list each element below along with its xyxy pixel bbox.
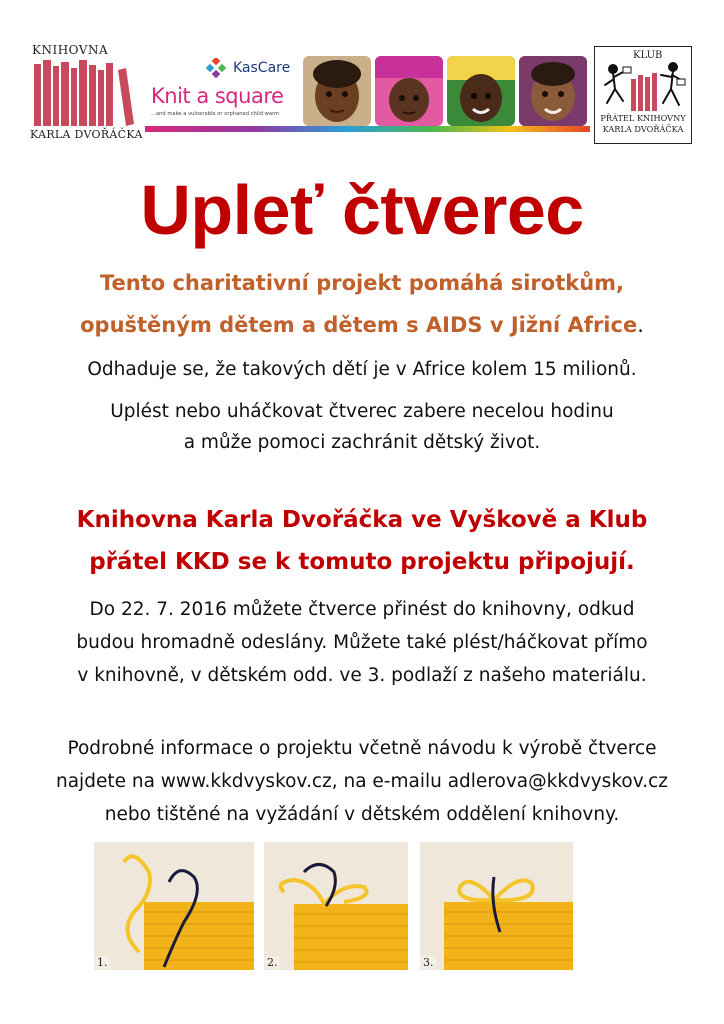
children-photos xyxy=(303,56,588,126)
step-photo-2 xyxy=(264,842,408,970)
library-logo-top-text: KNIHOVNA xyxy=(32,43,109,57)
knitting-step-image xyxy=(420,842,573,970)
details-line-1: Do 22. 7. 2016 můžete čtverce přinést do knihovny, odkud xyxy=(89,599,635,620)
step-number: 2. xyxy=(267,956,278,969)
child-face-image xyxy=(303,56,371,126)
intro-line-2-period: . xyxy=(637,313,644,337)
page-title: Upleť čtverec xyxy=(140,171,584,249)
estimate-text: Odhaduje se, že takových dětí je v Africe kolem 15 milionů. xyxy=(87,359,637,380)
knit-a-square-tagline: ...and make a vulnerable or orphaned child warm xyxy=(151,111,280,117)
intro-line-1: Tento charitativní projekt pomáhá sirotkům, xyxy=(99,271,625,295)
library-logo-bottom-text: KARLA DVOŘÁČKA xyxy=(30,128,143,141)
kascare-diamond-icon xyxy=(205,58,229,80)
child-face-image xyxy=(447,56,515,126)
library-logo xyxy=(30,40,143,145)
step-photo-3 xyxy=(420,842,573,970)
info-line-1: Podrobné informace o projektu včetně návodu k výrobě čtverce xyxy=(67,738,657,759)
time-line-2: a může pomoci zachránit dětský život. xyxy=(183,432,541,453)
child-face-image xyxy=(375,56,443,126)
details-line-2: budou hromadně odeslány. Můžete také plést/háčkovat přímo xyxy=(76,632,648,653)
reading-figures-icon xyxy=(601,61,687,113)
step-number: 3. xyxy=(423,956,434,969)
info-line-3: nebo tištěné na vyžádání v dětském oddělení knihovny. xyxy=(104,804,620,825)
knitting-step-image xyxy=(94,842,254,970)
step-number: 1. xyxy=(97,956,108,969)
join-line-2: přátel KKD se k tomuto projektu připojují. xyxy=(89,549,635,575)
details-line-3: v knihovně, v dětském odd. ve 3. podlaží z našeho materiálu. xyxy=(77,665,647,686)
child-photo xyxy=(375,56,443,126)
club-logo xyxy=(594,46,692,144)
club-logo-top-text: KLUB xyxy=(633,50,663,61)
child-photo xyxy=(447,56,515,126)
rainbow-stripe xyxy=(145,126,590,132)
step-photo-1 xyxy=(94,842,254,970)
intro-line-2 xyxy=(0,308,724,342)
join-line-1: Knihovna Karla Dvořáčka ve Vyškově a Klub xyxy=(76,507,648,533)
club-logo-line2: KARLA DVOŘÁČKA xyxy=(602,124,684,134)
child-photo xyxy=(519,56,587,126)
child-photo xyxy=(303,56,371,126)
kascare-name: KasCare xyxy=(233,60,291,76)
child-face-image xyxy=(519,56,587,126)
kascare-logo xyxy=(145,56,305,126)
knitting-step-image xyxy=(264,842,408,970)
knit-a-square-name: Knit a square xyxy=(151,84,284,108)
club-logo-line1: PŘÁTEL KNIHOVNY xyxy=(600,113,686,123)
time-line-1: Uplést nebo uháčkovat čtverec zabere necelou hodinu xyxy=(110,401,614,422)
books-icon xyxy=(34,60,134,126)
intro-line-2-text: opuštěným dětem a dětem s AIDS v Jižní Africe xyxy=(80,313,638,337)
info-line-2: najdete na www.kkdvyskov.cz, na e-mailu adlerova@kkdvyskov.cz xyxy=(56,771,668,792)
